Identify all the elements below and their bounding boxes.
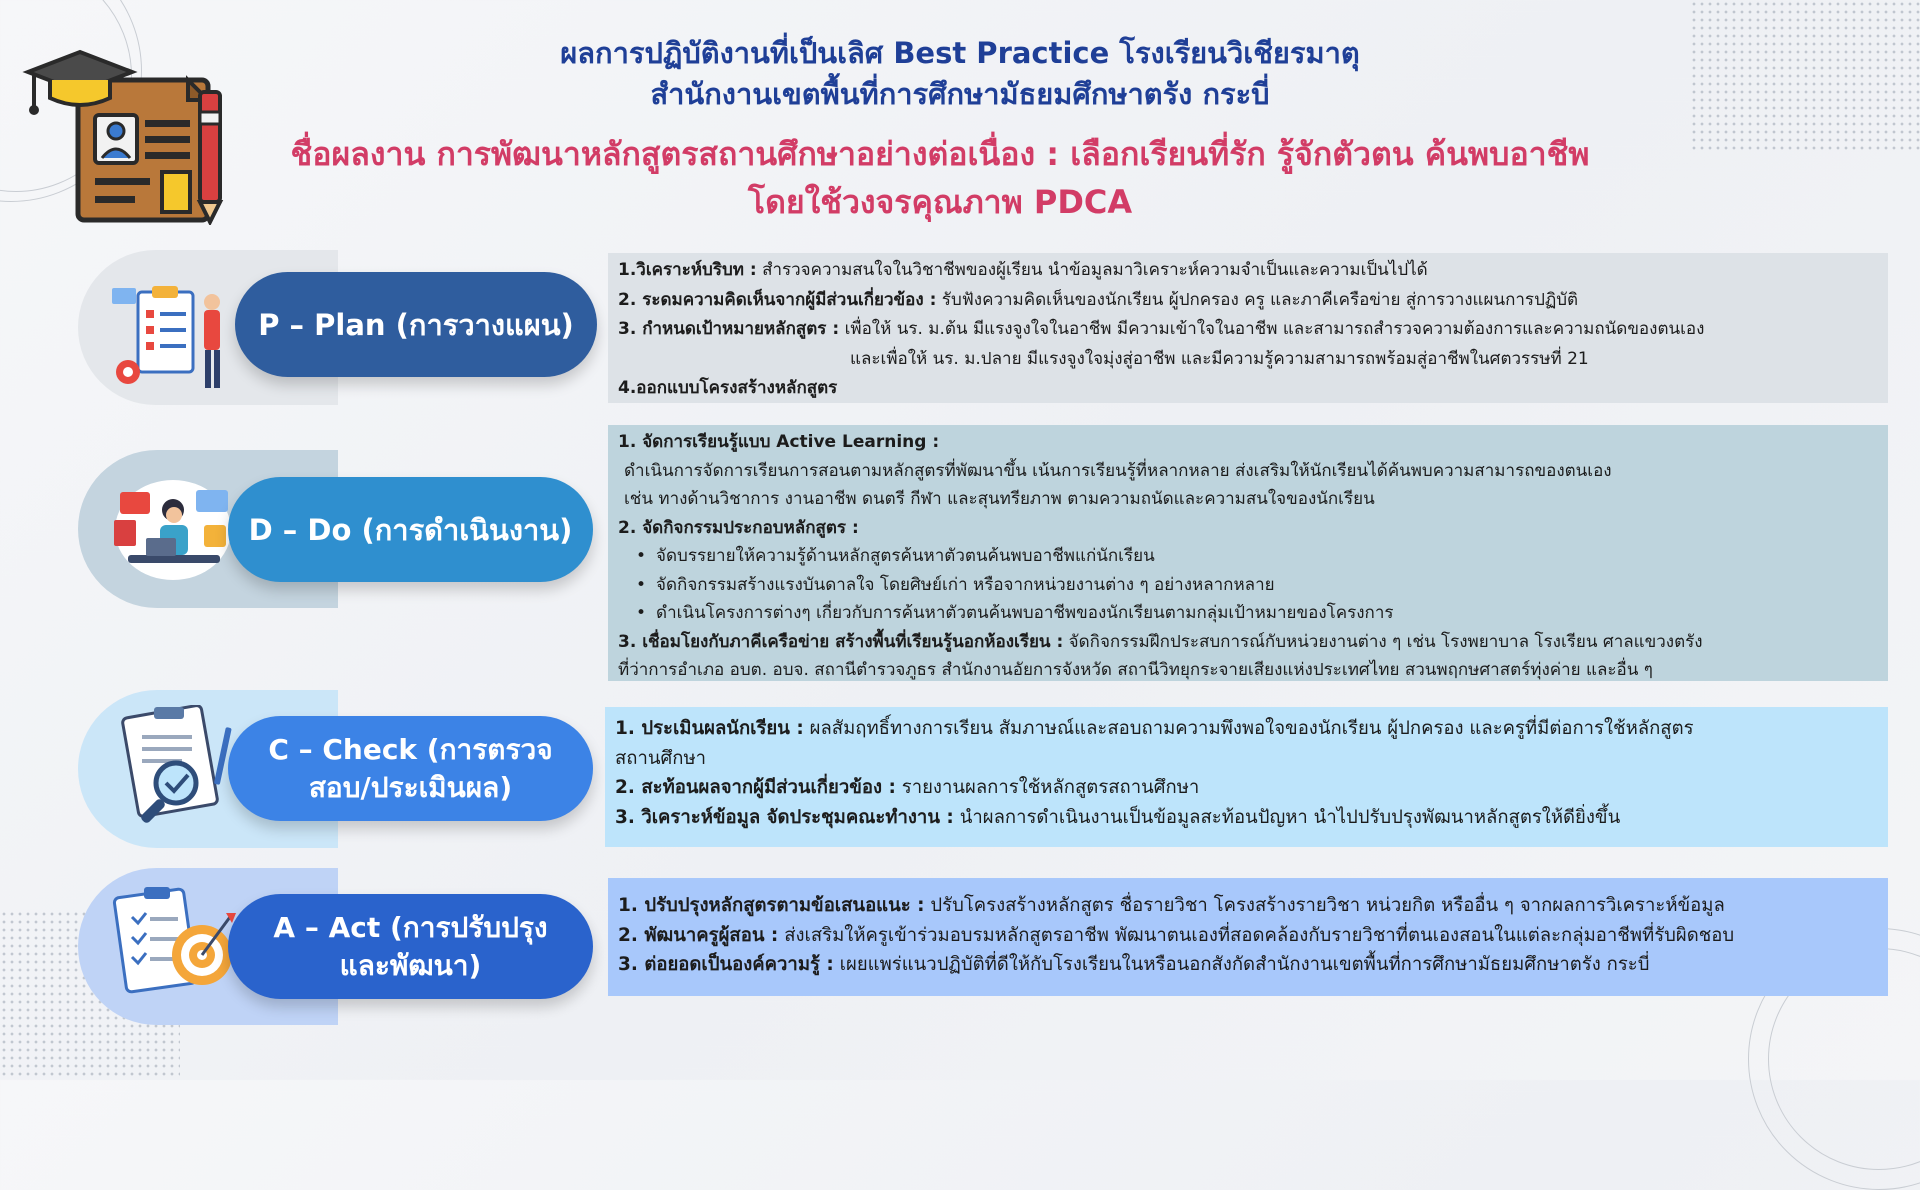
act-line: 2. พัฒนาครูผู้สอน : ส่งเสริมให้ครูเข้าร่วมอบรมหลักสูตรอาชีพ พัฒนาตนเองที่สอดคล้องกับรายวิชาที่ตนเองสอนในแต่ละกลุ่มอาชีพที่รับผิดชอบ	[618, 924, 1735, 946]
check-line: 2. สะท้อนผลจากผู้มีส่วนเกี่ยวข้อง : รายงานผลการใช้หลักสูตรสถานศึกษา	[615, 777, 1200, 798]
act-pill[interactable]	[228, 894, 593, 999]
plan-line: และเพื่อให้ นร. ม.ปลาย มีแรงจูงใจมุ่งสู่อาชีพ และมีความรู้ความสามารถพร้อมสู่อาชีพในศตวรรษที่ 21	[850, 348, 1589, 369]
page-subtitle: โดยใช้วงจรคุณภาพ PDCA	[747, 183, 1133, 221]
plan-pill[interactable]	[235, 272, 597, 377]
do-paragraph: ดำเนินการจัดการเรียนการสอนตามหลักสูตรที่พัฒนาขึ้น เน้นการเรียนรู้ที่หลากหลาย ส่งเสริมให้นักเรียนได้ค้นพบความสามารถของตนเอง	[624, 460, 1612, 481]
check-line: 3. วิเคราะห์ข้อมูล จัดประชุมคณะทำงาน : นำผลการดำเนินงานเป็นข้อมูลสะท้อนปัญหา นำไปปรับปรุงพัฒนาหลักสูตรให้ดียิ่งขึ้น	[615, 806, 1621, 828]
do-paragraph: เช่น ทางด้านวิชาการ งานอาชีพ ดนตรี กีฬา และสุนทรียภาพ ตามความถนัดและความสนใจของนักเรียน	[624, 489, 1375, 509]
check-details-panel	[605, 707, 1888, 847]
do-details-panel	[608, 425, 1888, 681]
act-details-panel	[608, 878, 1888, 996]
act-line: 3. ต่อยอดเป็นองค์ความรู้ : เผยแพร่แนวปฏิบัติที่ดีให้กับโรงเรียนในหรือนอกสังกัดสำนักงานเขตพื้นที่การศึกษามัธยมศึกษาตรัง กระบี่	[618, 954, 1650, 975]
do-bullet: • ดำเนินโครงการต่างๆ เกี่ยวกับการค้นหาตัวตนค้นพบอาชีพของนักเรียนตามกลุ่มเป้าหมายของโครงการ	[618, 599, 1878, 628]
plan-line: 4.ออกแบบโครงสร้างหลักสูตร	[618, 378, 838, 398]
plan-details-panel	[608, 253, 1888, 403]
plan-checklist-icon	[108, 280, 238, 400]
check-magnifier-icon	[108, 705, 238, 825]
check-line: 1. ประเมินผลนักเรียน : ผลสัมฤทธิ์ทางการเรียน สัมภาษณ์และสอบถามความพึงพอใจของนักเรียน ผู้ปกครอง และครูที่มีต่อการใช้หลักสูตร	[615, 718, 1694, 739]
check-pill-label-2: สอบ/ประเมินผล)	[308, 770, 513, 804]
do-bullet: • จัดบรรยายให้ความรู้ด้านหลักสูตรค้นหาตัวตนค้นพบอาชีพแก่นักเรียน	[618, 542, 1878, 571]
header-line-1: ผลการปฏิบัติงานที่เป็นเลิศ Best Practice โรงเรียนวิเชียรมาตุ	[560, 36, 1360, 70]
plan-line: 3. กำหนดเป้าหมายหลักสูตร : เพื่อให้ นร. ม.ต้น มีแรงจูงใจในอาชีพ มีความเข้าใจในอาชีพ และสามารถสำรวจความต้องการและความถนัดของตนเอง	[618, 319, 1705, 339]
do-pill[interactable]	[228, 477, 593, 582]
do-heading: 2. จัดกิจกรรมประกอบหลักสูตร :	[618, 517, 859, 538]
check-line: สถานศึกษา	[615, 747, 707, 769]
plan-line: 2. ระดมความคิดเห็นจากผู้มีส่วนเกี่ยวข้อง : รับฟังความคิดเห็นของนักเรียน ผู้ปกครอง ครู และภาคีเครือข่าย สู่การวางแผนการปฏิบัติ	[618, 289, 1579, 310]
plan-pill-label: P – Plan (การวางแผน)	[258, 307, 574, 342]
check-pill-label-1: C – Check (การตรวจ	[268, 732, 553, 766]
do-partnership-line: 3. เชื่อมโยงกับภาคีเครือข่าย สร้างพื้นที่เรียนรู้นอกห้องเรียน : จัดกิจกรรมฝึกประสบการณ์กับหน่วยงานต่าง ๆ เช่น โรงพยาบาล โรงเรียน ศาลแขวงตรัง	[618, 631, 1703, 652]
page-title: ชื่อผลงาน การพัฒนาหลักสูตรสถานศึกษาอย่างต่อเนื่อง : เลือกเรียนที่รัก รู้จักตัวตน ค้นพบอาชีพ	[290, 135, 1590, 173]
plan-line: 1.วิเคราะห์บริบท : สำรวจความสนใจในวิชาชีพของผู้เรียน นำข้อมูลมาวิเคราะห์ความจำเป็นและความเป็นไปได้	[618, 260, 1428, 280]
header-line-2: สำนักงานเขตพื้นที่การศึกษามัธยมศึกษาตรัง กระบี่	[650, 77, 1270, 111]
act-pill-label-1: A – Act (การปรับปรุง	[273, 910, 548, 944]
act-pill-label-2: และพัฒนา)	[339, 948, 482, 982]
do-heading: 1. จัดการเรียนรู้แบบ Active Learning :	[618, 432, 940, 452]
act-target-icon	[108, 883, 238, 1003]
do-partnership-line: ที่ว่าการอำเภอ อบต. อบจ. สถานีตำรวจภูธร สำนักงานอัยการจังหวัด สถานีวิทยุกระจายเสียงแห่งประเทศไทย สวนพฤกษศาสตร์ทุ่งค่าย และอื่น ๆ	[618, 660, 1653, 680]
check-pill[interactable]	[228, 716, 593, 821]
do-worker-icon	[108, 470, 238, 590]
document-graduation-icon	[20, 30, 230, 225]
do-bullet: • จัดกิจกรรมสร้างแรงบันดาลใจ โดยศิษย์เก่า หรือจากหน่วยงานต่าง ๆ อย่างหลากหลาย	[618, 571, 1878, 600]
decorative-dots-top-right	[1690, 0, 1920, 150]
do-pill-label: D – Do (การดำเนินงาน)	[248, 512, 573, 547]
act-line: 1. ปรับปรุงหลักสูตรตามข้อเสนอแนะ : ปรับโครงสร้างหลักสูตร ชื่อรายวิชา โครงสร้างรายวิชา หน่วยกิต หรืออื่น ๆ จากผลการวิเคราะห์ข้อมูล	[618, 895, 1725, 916]
